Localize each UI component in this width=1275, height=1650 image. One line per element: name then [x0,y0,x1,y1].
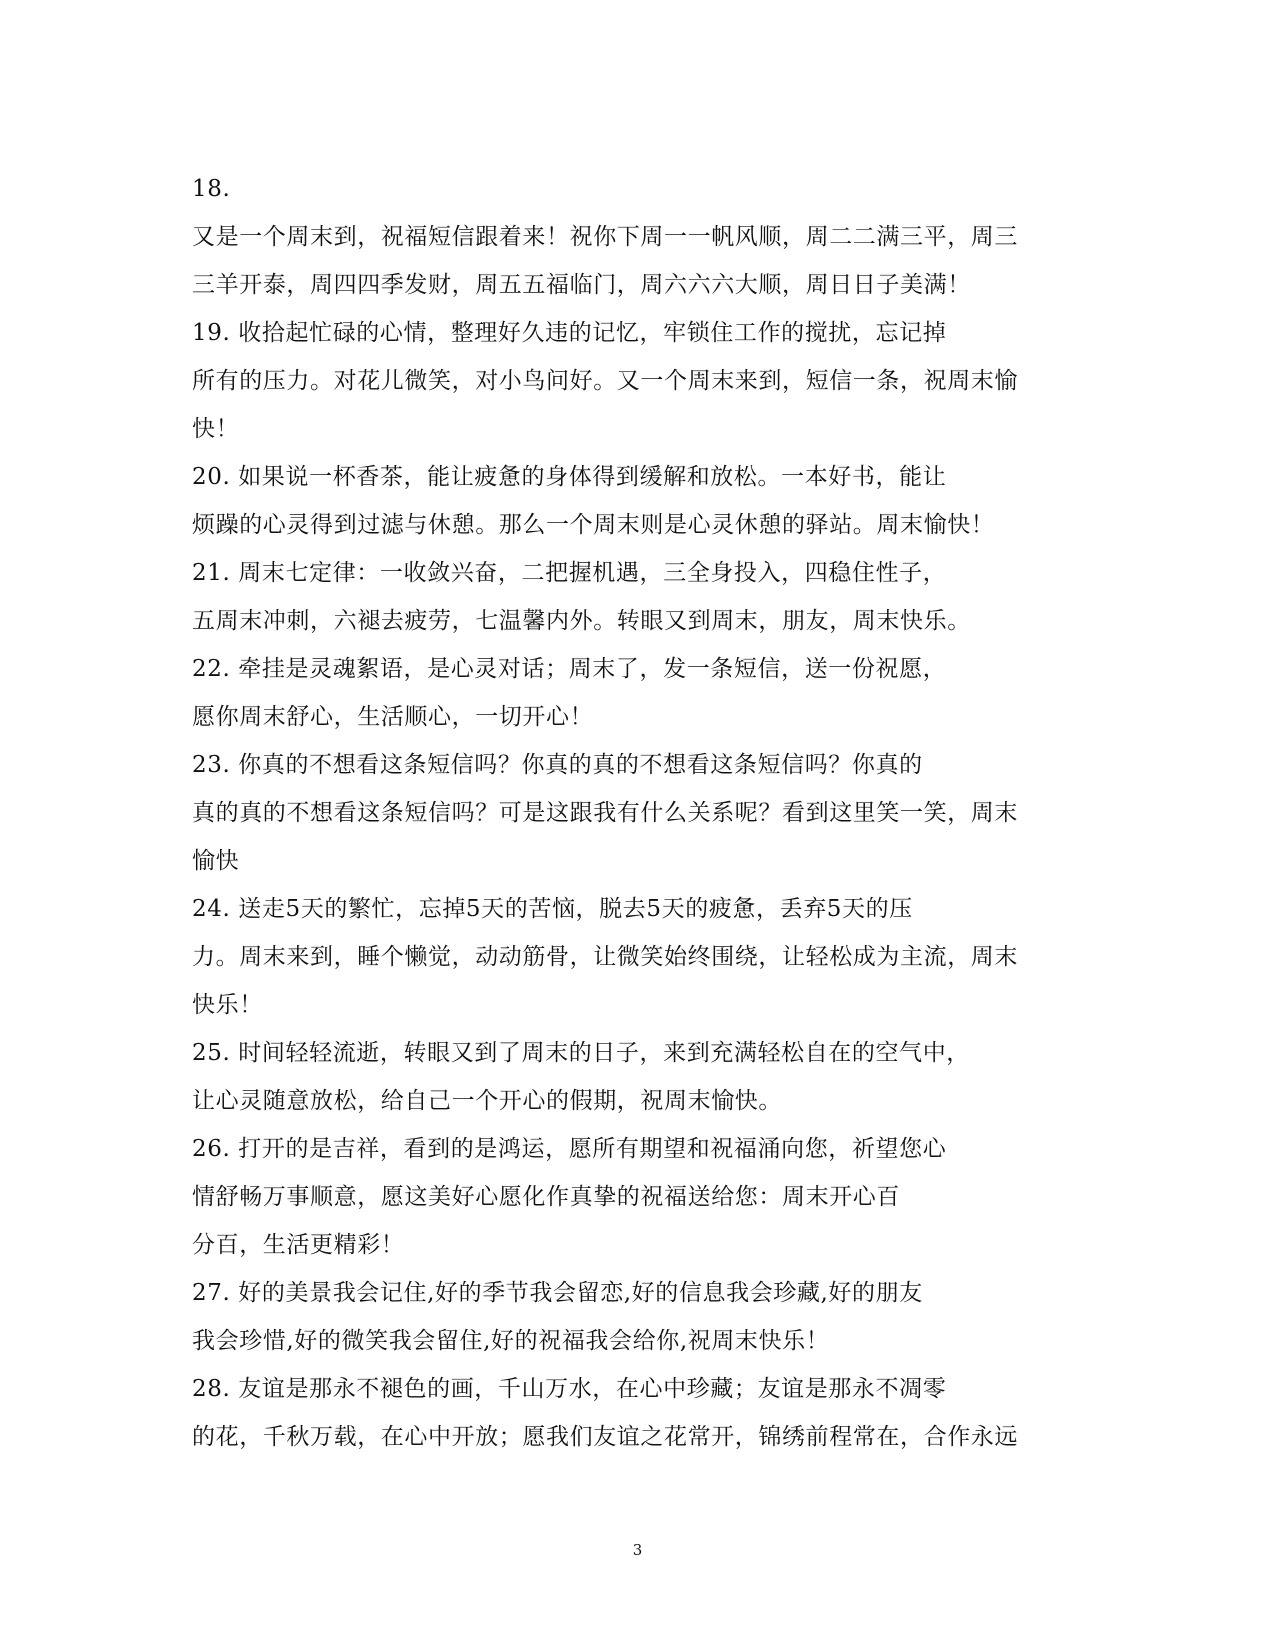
text-line: 26. 打开的是吉祥，看到的是鸿运，愿所有期望和祝福涌向您，祈望您心 [192,1136,947,1162]
text-line: 快乐！ [192,992,263,1018]
text-line: 快！ [192,416,240,442]
text-line: 让心灵随意放松，给自己一个开心的假期，祝周末愉快。 [192,1088,782,1114]
text-line: 27. 好的美景我会记住,好的季节我会留恋,好的信息我会珍藏,好的朋友 [192,1280,923,1306]
text-line: 又是一个周末到，祝福短信跟着来！祝你下周一一帆风顺，周二二满三平，周三 [192,224,1018,250]
text-line: 18. [192,176,231,202]
text-line: 五周末冲刺，六褪去疲劳，七温馨内外。转眼又到周末，朋友，周末快乐。 [192,608,971,634]
text-line: 24. 送走5天的繁忙，忘掉5天的苦恼，脱去5天的疲惫，丢弃5天的压 [192,896,913,922]
text-line: 所有的压力。对花儿微笑，对小鸟问好。又一个周末来到，短信一条，祝周末愉 [192,368,1018,394]
text-line: 25. 时间轻轻流逝，转眼又到了周末的日子，来到充满轻松自在的空气中， [192,1040,970,1066]
text-line: 的花，千秋万载，在心中开放；愿我们友谊之花常开，锦绣前程常在，合作永远 [192,1424,1018,1450]
text-line: 愿你周末舒心，生活顺心，一切开心！ [192,704,594,730]
text-line: 真的真的不想看这条短信吗？可是这跟我有什么关系呢？看到这里笑一笑，周末 [192,800,1018,826]
text-line: 28. 友谊是那永不褪色的画，千山万水，在心中珍藏；友谊是那永不凋零 [192,1376,947,1402]
document-body [192,165,1092,1461]
text-line: 情舒畅万事顺意，愿这美好心愿化作真挚的祝福送给您：周末开心百 [192,1184,900,1210]
text-line: 19. 收拾起忙碌的心情，整理好久违的记忆，牢锁住工作的搅扰，忘记掉 [192,320,947,346]
text-line: 23. 你真的不想看这条短信吗？你真的真的不想看这条短信吗？你真的 [192,752,923,778]
text-line: 力。周末来到，睡个懒觉，动动筋骨，让微笑始终围绕，让轻松成为主流，周末 [192,944,1018,970]
page-number: 3 [632,1541,643,1559]
text-line: 我会珍惜,好的微笑我会留住,好的祝福我会给你,祝周末快乐！ [192,1328,830,1354]
text-line: 22. 牵挂是灵魂絮语，是心灵对话；周末了，发一条短信，送一份祝愿， [192,656,947,682]
text-line: 21. 周末七定律：一收敛兴奋，二把握机遇，三全身投入，四稳住性子， [192,560,947,586]
text-line: 烦躁的心灵得到过滤与休憩。那么一个周末则是心灵休憩的驿站。周末愉快！ [192,512,995,538]
text-line: 20. 如果说一杯香茶，能让疲惫的身体得到缓解和放松。一本好书，能让 [192,464,947,490]
text-line: 分百，生活更精彩！ [192,1232,405,1258]
text-line: 愉快 [192,848,240,874]
text-line: 三羊开泰，周四四季发财，周五五福临门，周六六六大顺，周日日子美满！ [192,272,971,298]
